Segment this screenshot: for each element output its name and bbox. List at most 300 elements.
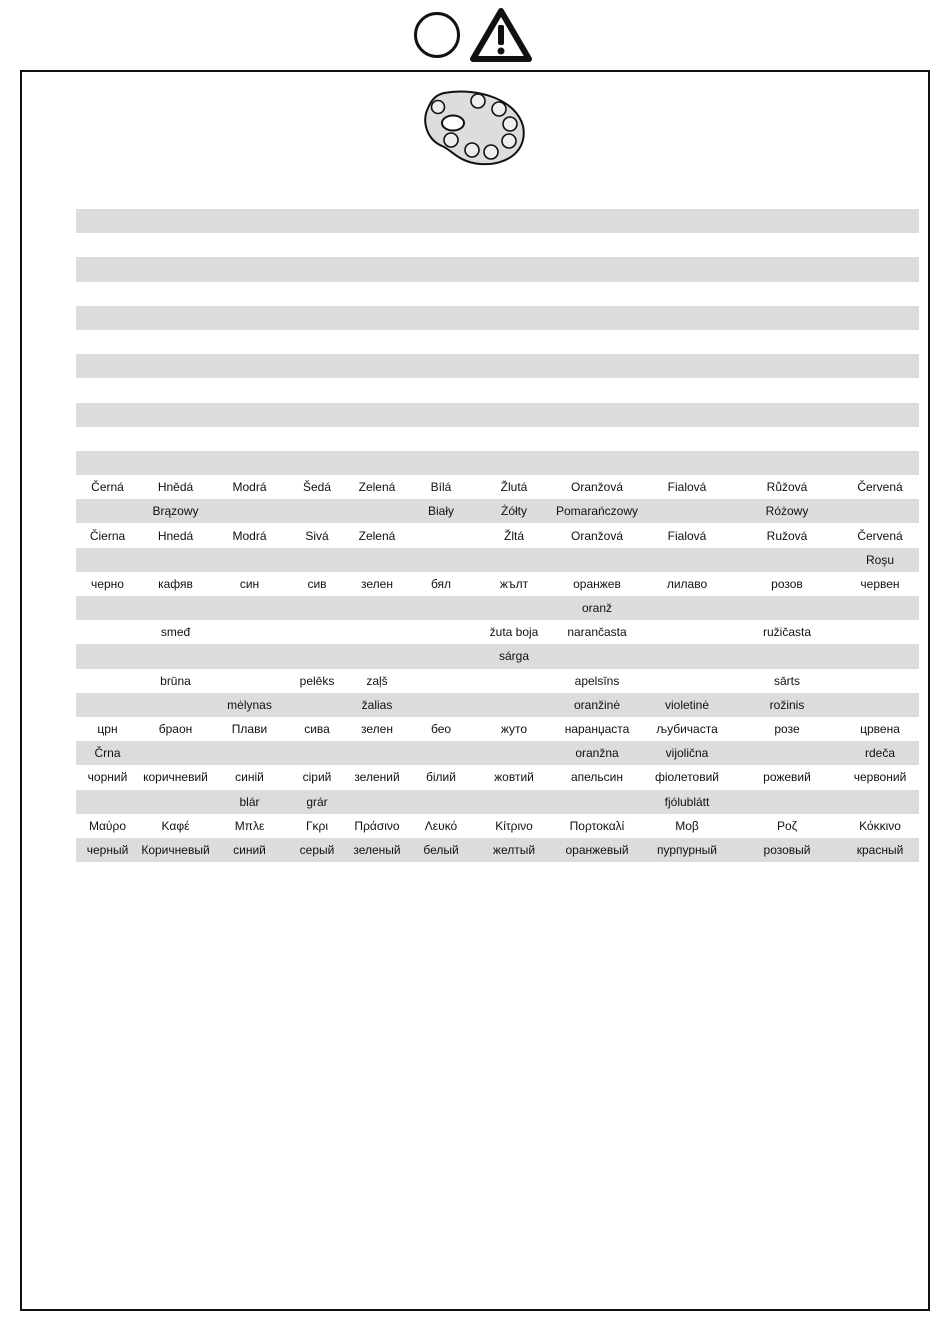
table-cell [841,620,919,644]
table-cell [287,596,347,620]
table-cell [733,644,841,668]
table-cell [553,548,641,572]
table-cell: Λευκό [424,818,458,833]
table-cell: oranžna [553,741,641,765]
table-cell [841,282,919,306]
table-cell: sārts [773,673,800,688]
table-cell [641,257,733,281]
table-cell [553,209,641,233]
table-cell: синий [212,838,287,862]
table-cell: жуто [500,722,528,737]
table-cell [733,427,841,451]
table-row [76,209,919,233]
table-cell [287,693,347,717]
table-cell [641,354,733,378]
table-cell [347,741,407,765]
table-cell [287,209,347,233]
table-cell: Červená [857,528,903,543]
table-cell: Žltá [503,528,524,543]
table-cell [641,330,733,354]
table-cell [347,257,407,281]
table-cell [733,282,841,306]
table-cell: blár [212,790,287,814]
table-cell [841,693,919,717]
table-cell [407,378,475,402]
table-cell: серый [287,838,347,862]
table-cell [212,257,287,281]
table-cell: лилаво [666,576,708,591]
table-cell: червен [860,576,900,591]
table-cell: жовтий [494,770,534,785]
table-cell: žuta boja [489,625,539,640]
table-cell [475,282,553,306]
table-cell [76,644,139,668]
table-cell [287,620,347,644]
table-cell [475,669,553,693]
table-cell [841,306,919,330]
table-cell [407,233,475,257]
table-cell [475,427,553,451]
table-cell: білий [426,770,456,785]
table-cell [76,451,139,475]
table-cell [841,354,919,378]
table-cell: oranž [553,596,641,620]
table-cell [76,330,139,354]
table-cell: brūna [160,673,191,688]
table-cell [287,354,347,378]
table-cell [733,548,841,572]
table-cell [76,499,139,523]
table-cell: pelēks [299,673,335,688]
warning-triangle-icon [470,8,532,62]
table-cell [841,403,919,427]
table-cell: Μαύρο [89,818,126,833]
table-cell [407,693,475,717]
table-cell [407,596,475,620]
table-cell [76,257,139,281]
table-cell [212,741,287,765]
table-cell: черно [91,576,124,591]
table-cell: grár [287,790,347,814]
table-cell: оранжевый [553,838,641,862]
table-cell [139,693,212,717]
table-cell [733,306,841,330]
table-cell [407,209,475,233]
table-cell [287,378,347,402]
table-row [76,378,919,402]
table-cell [553,790,641,814]
table-cell [347,451,407,475]
table-cell: жълт [499,576,529,591]
table-cell [212,451,287,475]
table-cell [733,741,841,765]
table-cell [475,306,553,330]
table-cell: розов [771,576,803,591]
table-cell: сірий [302,770,332,785]
table-cell [139,427,212,451]
table-cell [553,306,641,330]
table-cell [733,378,841,402]
table-cell [841,451,919,475]
table-cell: син [239,576,260,591]
table-cell [139,403,212,427]
table-cell: рожевий [763,770,811,785]
table-cell [139,330,212,354]
table-cell [407,306,475,330]
table-cell [733,209,841,233]
table-cell [347,306,407,330]
table-row [76,669,919,693]
table-cell: fjólublátt [641,790,733,814]
table-cell [407,257,475,281]
table-cell: Μπλε [234,818,265,833]
table-cell [212,209,287,233]
table-cell: Roşu [841,548,919,572]
table-cell [212,427,287,451]
table-cell [287,233,347,257]
table-cell: Žlutá [500,480,528,495]
table-cell: љубичаста [656,722,718,737]
table-cell: синій [235,770,264,785]
table-row [76,451,919,475]
table-cell [475,596,553,620]
table-cell [139,282,212,306]
table-cell: розовый [733,838,841,862]
table-cell [76,790,139,814]
table-cell [407,669,475,693]
table-cell [733,451,841,475]
table-cell: црвена [860,722,900,737]
table-cell: белый [407,838,475,862]
table-cell [553,451,641,475]
table-cell: Плави [231,722,268,737]
table-cell [553,330,641,354]
table-cell: оранжев [573,576,621,591]
table-cell: Pomarańczowy [553,499,641,523]
table-row [76,499,919,523]
table-cell: Oranžová [570,528,624,543]
table-cell [841,790,919,814]
table-cell [841,233,919,257]
table-row [76,741,919,765]
table-cell: сив [307,576,327,591]
table-cell [76,282,139,306]
table-cell [641,669,733,693]
table-cell: Κίτρινο [495,818,533,833]
table-cell: Ροζ [777,818,797,833]
table-cell [475,403,553,427]
table-cell [287,427,347,451]
table-cell [347,354,407,378]
table-cell [733,330,841,354]
table-cell [553,644,641,668]
table-cell [475,257,553,281]
table-cell [347,378,407,402]
table-cell [287,644,347,668]
table-row [76,790,919,814]
table-cell [347,282,407,306]
table-cell: Černá [91,480,124,495]
table-cell [212,354,287,378]
table-cell [139,209,212,233]
table-cell: Biały [407,499,475,523]
table-cell [475,693,553,717]
table-cell [287,330,347,354]
table-cell: Čierna [89,528,126,543]
table-row [76,548,919,572]
table-row [76,838,919,862]
table-cell [139,257,212,281]
table-cell: Šedá [302,480,332,495]
table-cell [641,644,733,668]
table-cell: Μοβ [675,818,699,833]
table-cell [139,233,212,257]
table-cell [139,451,212,475]
table-row [76,475,919,499]
table-cell [641,378,733,402]
table-cell [287,548,347,572]
table-cell [347,499,407,523]
table-cell [475,741,553,765]
table-cell [841,499,919,523]
table-cell [347,644,407,668]
table-cell [407,620,475,644]
table-cell: црн [97,722,118,737]
table-cell: oranžinė [553,693,641,717]
table-cell: бео [430,722,452,737]
table-cell [76,669,139,693]
table-cell: Oranžová [570,480,624,495]
table-cell [475,233,553,257]
table-cell [407,282,475,306]
table-cell [407,523,475,547]
table-cell [287,306,347,330]
table-cell: Γκρι [305,818,329,833]
table-cell: Καφέ [161,818,190,833]
table-cell [139,378,212,402]
table-cell [733,257,841,281]
table-cell [407,548,475,572]
circle-icon [414,12,460,58]
table-cell: Πορτοκαλί [569,818,625,833]
table-cell: sárga [475,644,553,668]
table-cell [407,427,475,451]
table-cell: червоний [853,770,907,785]
table-cell: mėlynas [212,693,287,717]
table-cell [475,790,553,814]
table-row [76,620,919,644]
color-names-table [76,209,919,862]
table-row [76,257,919,281]
table-cell [212,282,287,306]
table-cell: apelsīns [574,673,620,688]
table-cell [212,403,287,427]
table-cell: narančasta [567,625,627,640]
table-cell: бял [430,576,452,591]
table-cell: vijolična [641,741,733,765]
table-cell [347,620,407,644]
table-cell: чорний [87,770,128,785]
table-cell [76,693,139,717]
table-cell [76,403,139,427]
table-cell [553,257,641,281]
table-cell [139,548,212,572]
table-cell [287,257,347,281]
table-cell: Коричневый [139,838,212,862]
table-cell [139,306,212,330]
table-cell [287,403,347,427]
paint-palette-icon [424,90,526,168]
table-cell [475,548,553,572]
table-cell: ružičasta [762,625,812,640]
table-cell [212,233,287,257]
table-cell [212,548,287,572]
table-row [76,403,919,427]
table-cell [841,257,919,281]
table-cell: Zelená [358,528,396,543]
table-cell: Fialová [667,528,707,543]
table-row [76,717,919,741]
table-cell [553,233,641,257]
table-cell [841,644,919,668]
table-cell: Πράσινο [354,818,400,833]
table-cell: кафяв [158,576,193,591]
table-cell [212,306,287,330]
table-cell [347,330,407,354]
table-cell [733,403,841,427]
table-cell [641,548,733,572]
table-cell: Ružová [766,528,808,543]
table-cell [347,548,407,572]
table-cell [641,596,733,620]
table-cell [76,306,139,330]
table-cell [553,378,641,402]
table-cell [212,499,287,523]
table-cell [287,282,347,306]
table-cell [139,596,212,620]
table-cell [553,427,641,451]
table-cell [407,330,475,354]
table-row [76,523,919,547]
table-row [76,572,919,596]
table-cell: Hnědá [157,480,194,495]
table-cell: зеленый [347,838,407,862]
table-cell [287,741,347,765]
table-row [76,354,919,378]
table-cell [212,644,287,668]
table-cell [347,790,407,814]
table-cell: Bílá [430,480,452,495]
table-cell [139,354,212,378]
table-cell [475,330,553,354]
table-cell [841,596,919,620]
table-cell [553,354,641,378]
table-cell: наранџаста [564,722,630,737]
table-cell [76,354,139,378]
table-cell: зелений [354,770,400,785]
table-cell: Červená [857,480,903,495]
table-cell [641,282,733,306]
table-cell: красный [841,838,919,862]
table-row [76,306,919,330]
table-cell [641,403,733,427]
table-cell: желтый [475,838,553,862]
table-cell: апельсин [570,770,624,785]
table-cell [641,427,733,451]
table-cell [641,620,733,644]
table-cell: Modrá [232,480,267,495]
table-cell [287,499,347,523]
table-row [76,330,919,354]
table-cell [212,669,287,693]
table-cell: Zelená [358,480,396,495]
table-cell [733,233,841,257]
table-cell [553,282,641,306]
table-cell [347,596,407,620]
table-cell: зелен [361,576,393,591]
table-cell: сива [304,722,330,737]
table-cell: Hnedá [157,528,194,543]
table-cell: Brązowy [139,499,212,523]
table-cell: violetinė [641,693,733,717]
table-cell [139,644,212,668]
table-row [76,644,919,668]
table-row [76,814,919,838]
table-row [76,233,919,257]
table-cell [139,790,212,814]
table-cell [212,620,287,644]
table-cell: черный [76,838,139,862]
table-cell [407,790,475,814]
table-cell: zaļš [366,673,388,688]
table-cell [841,209,919,233]
table-cell [641,306,733,330]
table-cell: Růžová [766,480,808,495]
table-cell [76,548,139,572]
table-cell [287,451,347,475]
table-cell [407,451,475,475]
table-cell [139,741,212,765]
table-cell: žalias [347,693,407,717]
table-row [76,693,919,717]
table-cell: фіолетовий [654,770,720,785]
table-cell: Żółty [475,499,553,523]
table-cell [212,596,287,620]
table-cell: Fialová [667,480,707,495]
table-cell: Sivá [305,528,329,543]
table-cell [733,596,841,620]
table-cell [841,427,919,451]
table-row [76,427,919,451]
table-cell [212,378,287,402]
table-cell [475,354,553,378]
table-cell [347,427,407,451]
table-cell [475,378,553,402]
table-cell: Črna [76,741,139,765]
table-cell: smeđ [160,625,191,640]
table-cell: Κόκκινο [859,818,901,833]
table-cell: розе [774,722,800,737]
table-cell [76,596,139,620]
table-cell [841,378,919,402]
table-row [76,765,919,789]
table-cell [407,644,475,668]
table-cell [841,330,919,354]
table-cell [733,790,841,814]
table-cell: rdeča [841,741,919,765]
table-cell [347,209,407,233]
table-cell: браон [158,722,193,737]
